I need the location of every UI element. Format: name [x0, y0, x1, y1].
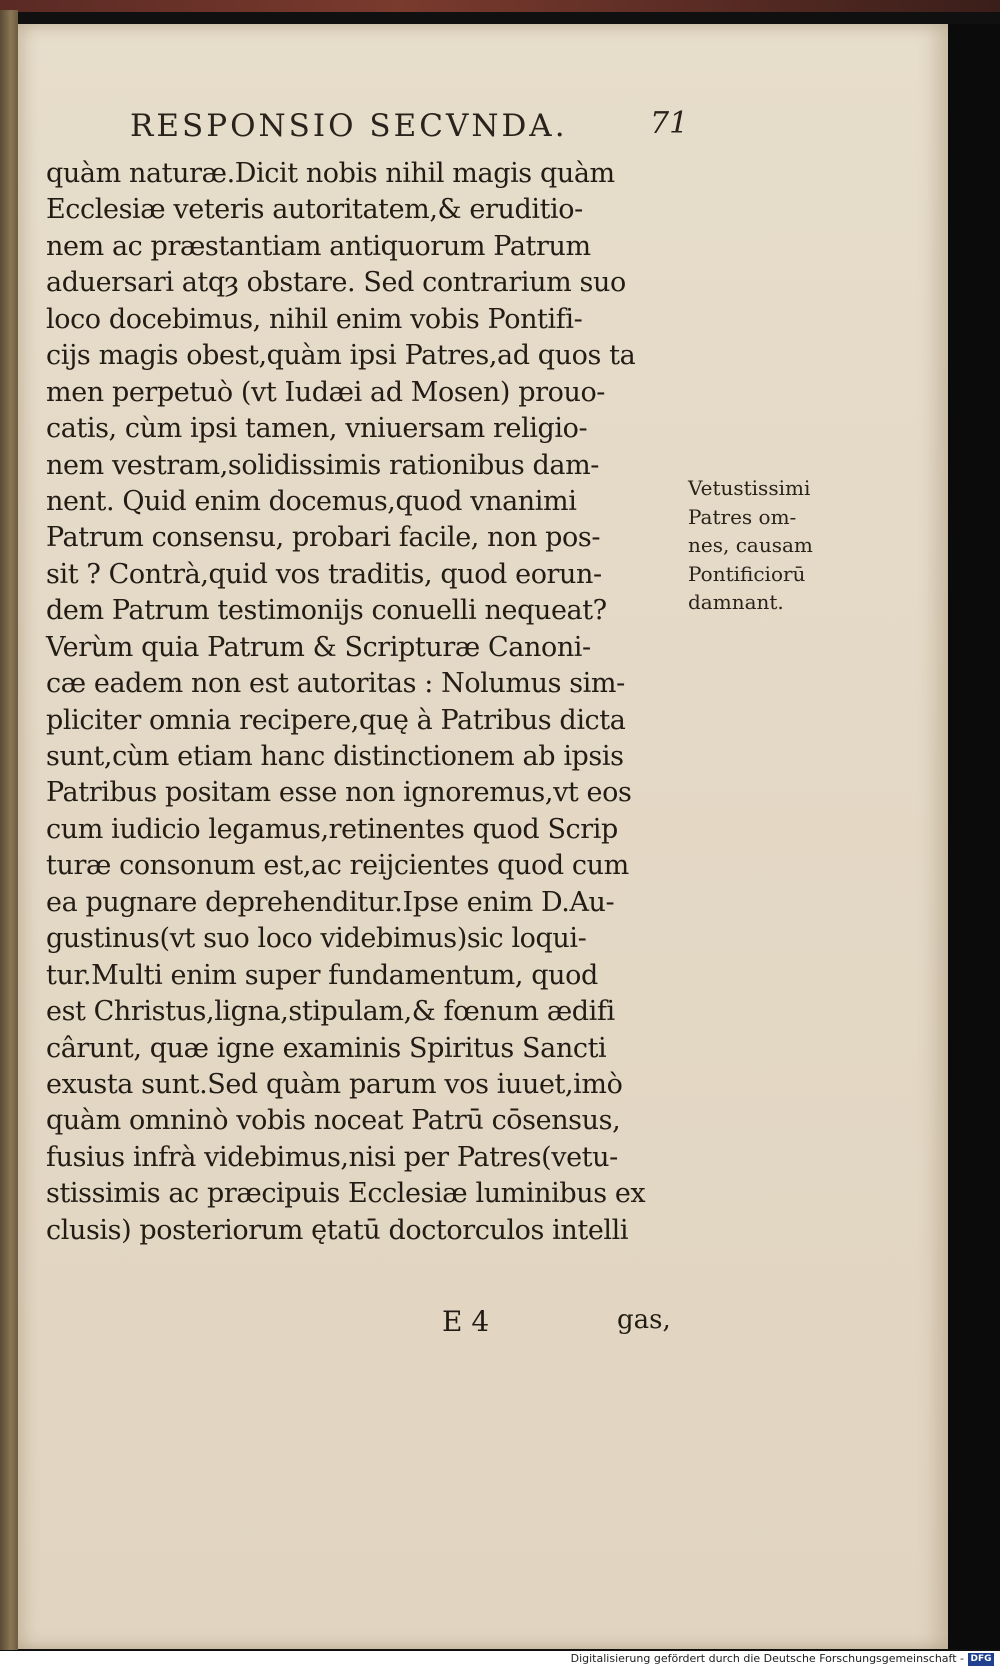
text-line: est Christus,ligna,stipulam,& fœnum ædifi [46, 996, 615, 1028]
text-line: Ecclesiæ veteris autoritatem,& eruditio- [46, 194, 583, 226]
text-line: cum iudicio legamus,retinentes quod Scrip [46, 813, 618, 845]
text-line: cæ eadem non est autoritas : Nolumus sim- [46, 668, 625, 700]
text-line: men perpetuò (vt Iudæi ad Mosen) prouo- [46, 376, 606, 408]
text-line: exusta sunt.Sed quàm parum vos iuuet,imò [46, 1068, 623, 1100]
text-line: loco docebimus, nihil enim vobis Pontifi- [46, 303, 583, 335]
text-line: sit ? Contrà,quid vos traditis, quod eorun- [46, 558, 602, 590]
text-line: Patribus positam esse non ignoremus,vt eos [46, 777, 632, 809]
marginal-note-line: Vetustissimi [688, 476, 811, 500]
text-line: turæ consonum est,ac reijcientes quod cum [46, 850, 629, 882]
text-line: Verùm quia Patrum & Scripturæ Canoni- [46, 631, 591, 663]
text-line: cijs magis obest,quàm ipsi Patres,ad quos ta [46, 340, 636, 372]
right-shadow [948, 24, 1000, 1649]
text-line: ea pugnare deprehenditur.Ipse enim D.Au- [46, 886, 615, 918]
running-head: RESPONSIO SECVNDA. [130, 108, 568, 144]
text-line: Patrum consensu, probari facile, non pos- [46, 522, 601, 554]
text-line: fusius infrà videbimus,nisi per Patres(vetu- [46, 1141, 618, 1173]
text-line: aduersari atqȝ obstare. Sed contrarium suo [46, 267, 626, 299]
text-line: nem ac præstantiam antiquorum Patrum [46, 230, 591, 262]
text-line: stissimis ac præcipuis Ecclesiæ luminibus ex [46, 1178, 646, 1210]
dfg-logo: DFG [968, 1653, 994, 1666]
catchword: gas, [617, 1305, 671, 1335]
top-binding-strip [0, 0, 1000, 12]
page-number: 71 [650, 106, 689, 141]
text-line: quàm omninò vobis noceat Patrū cōsensus, [46, 1105, 621, 1137]
marginal-note-line: nes, causam [688, 533, 813, 557]
marginal-note-line: damnant. [688, 590, 784, 614]
marginal-note [688, 474, 878, 617]
text-line: sunt,cùm etiam hanc distinctionem ab ipsis [46, 741, 624, 772]
digitization-credit: Digitalisierung gefördert durch die Deutsche Forschungsgemeinschaft - [570, 1652, 964, 1665]
marginal-note-line: Patres om- [688, 504, 797, 529]
marginal-note-line: Pontificiorū [688, 561, 806, 586]
left-page-edge [0, 10, 18, 1650]
text-line: quàm naturæ.Dicit nobis nihil magis quàm [46, 158, 615, 189]
text-line: tur.Multi enim super fundamentum, quod [46, 959, 598, 991]
body-text [46, 156, 686, 1249]
text-line: clusis) posteriorum ętatū doctorculos intelli [46, 1214, 629, 1246]
signature-mark: E 4 [442, 1305, 490, 1338]
text-line: catis, cùm ipsi tamen, vniuersam religio- [46, 413, 588, 445]
text-line: nem vestram,solidissimis rationibus dam- [46, 449, 599, 481]
text-line: dem Patrum testimonijs conuelli nequeat? [46, 595, 607, 627]
text-line: cârunt, quæ igne examinis Spiritus Sancti [46, 1032, 607, 1064]
text-line: pliciter omnia recipere,quę à Patribus dicta [46, 704, 626, 736]
text-line: gustinus(vt suo loco videbimus)sic loqui- [46, 923, 587, 955]
text-line: nent. Quid enim docemus,quod vnanimi [46, 485, 577, 517]
